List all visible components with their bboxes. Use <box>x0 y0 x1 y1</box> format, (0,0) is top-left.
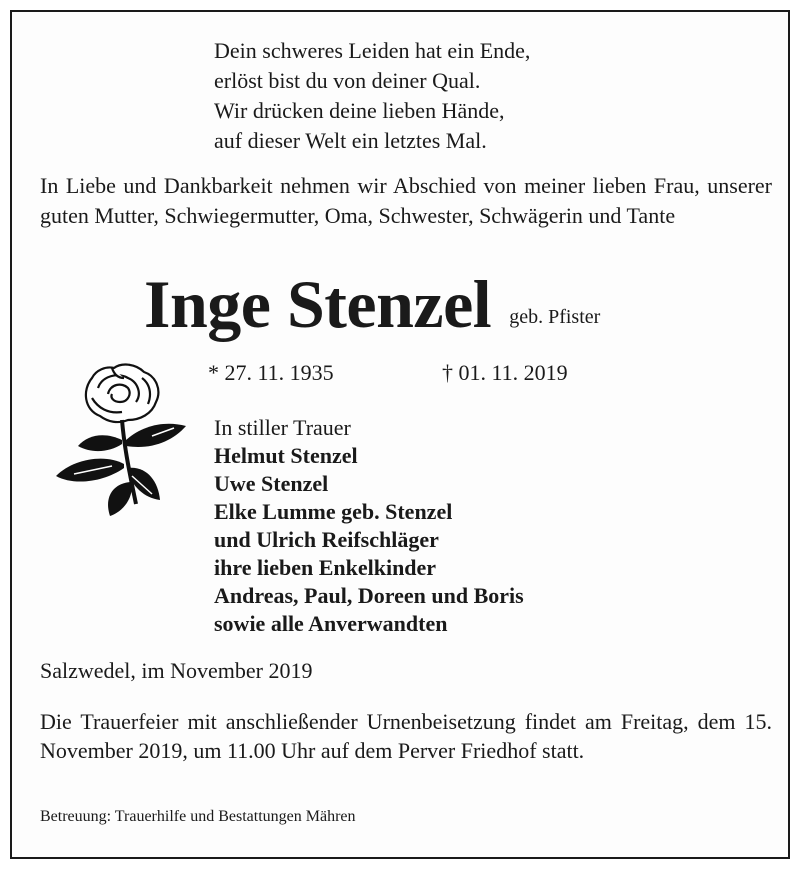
ceremony-text: Die Trauerfeier mit anschließender Urnenbeisetzung findet am Freitag, dem 15. November 2019, um 11.00 Uhr auf dem Perver Friedhof statt. <box>40 709 772 763</box>
mourner-name: Uwe Stenzel <box>214 471 329 496</box>
mourner-name: Elke Lumme geb. Stenzel <box>214 499 453 524</box>
rose-icon <box>52 354 187 519</box>
mourner-name: ihre lieben Enkelkinder <box>214 555 437 580</box>
poem-line: auf dieser Welt ein letztes Mal. <box>214 128 487 153</box>
maiden-name: geb. Pfister <box>509 306 601 328</box>
mourners-heading: In stiller Trauer <box>214 415 351 440</box>
mourner-name: und Ulrich Reifschläger <box>214 527 439 552</box>
deceased-name: Inge Stenzel <box>144 266 492 342</box>
mourner-name: sowie alle Anverwandten <box>214 611 448 636</box>
obituary-notice <box>10 10 790 859</box>
mourner-name: Helmut Stenzel <box>214 443 358 468</box>
intro-text: In Liebe und Dankbarkeit nehmen wir Abschied von meiner lieben Frau, unserer guten Mutter, Schwiegermutter, Oma, Schwester, Schwägerin und Tante <box>40 173 772 228</box>
poem-line: Dein schweres Leiden hat ein Ende, <box>214 38 531 63</box>
birth-date: * 27. 11. 1935 <box>208 360 334 385</box>
poem-line: erlöst bist du von deiner Qual. <box>214 68 481 93</box>
mourners-list <box>214 414 524 638</box>
mourner-name: Andreas, Paul, Doreen und Boris <box>214 583 524 608</box>
place-date: Salzwedel, im November 2019 <box>40 658 313 683</box>
deceased-name-line <box>144 264 600 344</box>
poem <box>214 36 530 156</box>
poem-line: Wir drücken deine lieben Hände, <box>214 98 505 123</box>
death-date: † 01. 11. 2019 <box>442 360 568 385</box>
funeral-home-credit: Betreuung: Trauerhilfe und Bestattungen Mähren <box>40 808 356 825</box>
